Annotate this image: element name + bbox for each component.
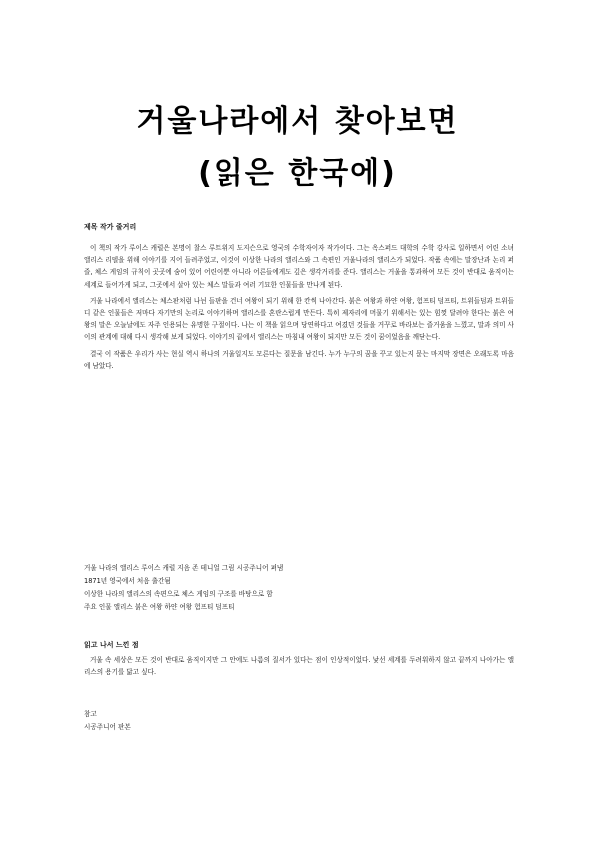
title-block xyxy=(0,96,595,200)
list-item: 주요 인물 앨리스 붉은 여왕 하얀 여왕 험프티 덤프티 xyxy=(84,603,235,611)
body-paragraphs xyxy=(84,242,514,376)
section-heading: 제목 작가 줄거리 xyxy=(84,223,137,231)
footer-line: 시공주니어 판본 xyxy=(84,723,131,731)
list-item: 이상한 나라의 앨리스의 속편으로 체스 게임의 구조를 바탕으로 함 xyxy=(84,590,273,598)
paragraph: 이 책의 작가 루이스 캐럴은 본명이 찰스 루트위지 도지슨으로 영국의 수학자이자 작가이다. 그는 옥스퍼드 대학의 수학 강사로 일하면서 어린 소녀 앨리스 리델을 위해 이야기를 지어 들려주었고, 이것이 이상한 나라의 앨리스와 그 속편인 거울나라의 앨리스가 되었다. 작품 속에는 말장난과 논리 퍼즐, 체스 게임의 규칙이 곳곳에 숨어 있어 어린이뿐 아니라 어른들에게도 깊은 생각거리를 준다. 앨리스는 거울을 통과하여 모든 것이 반대로 움직이는 세계로 들어가게 되고, 그곳에서 살아 있는 체스 말들과 여러 기묘한 인물들을 만나게 된다. xyxy=(84,244,514,289)
note-heading: 읽고 나서 느낀 점 xyxy=(84,641,139,649)
paragraph: 결국 이 작품은 우리가 사는 현실 역시 하나의 거울일지도 모른다는 질문을 남긴다. 누가 누구의 꿈을 꾸고 있는지 묻는 마지막 장면은 오래도록 마음에 남았다. xyxy=(84,349,514,370)
list-item: 1871년 영국에서 처음 출간됨 xyxy=(84,577,171,585)
list-item: 거울 나라의 앨리스 루이스 캐럴 지음 존 테니얼 그림 시공주니어 펴냄 xyxy=(84,564,284,572)
footer-line: 참고 xyxy=(84,710,97,718)
note-paragraph: 거울 속 세상은 모든 것이 반대로 움직이지만 그 안에도 나름의 질서가 있다는 점이 인상적이었다. 낯선 세계를 두려워하지 않고 끝까지 나아가는 앨리스의 용기를 닮고 싶다. xyxy=(84,656,514,677)
document-title: 거울나라에서 찾아보면 xyxy=(136,104,459,139)
note-body xyxy=(84,654,514,682)
footer-block xyxy=(84,708,514,734)
document-subtitle: (읽은 한국에) xyxy=(198,156,397,191)
info-list xyxy=(84,562,514,614)
paragraph: 거울 나라에서 앨리스는 체스판처럼 나뉜 들판을 건너 여왕이 되기 위해 한 칸씩 나아간다. 붉은 여왕과 하얀 여왕, 험프티 덤프티, 트위들덤과 트위들디 같은 인물들은 저마다 자기만의 논리로 이야기하며 앨리스를 혼란스럽게 만든다. 특히 제자리에 머물기 위해서는 있는 힘껏 달려야 한다는 붉은 여왕의 말은 오늘날에도 자주 인용되는 유명한 구절이다. 나는 이 책을 읽으며 당연하다고 여겼던 것들을 거꾸로 바라보는 즐거움을 느꼈고, 말과 의미 사이의 관계에 대해 다시 생각해 보게 되었다. 이야기의 끝에서 앨리스는 마침내 여왕이 되지만 모든 것이 꿈이었음을 깨닫는다. xyxy=(84,296,515,342)
